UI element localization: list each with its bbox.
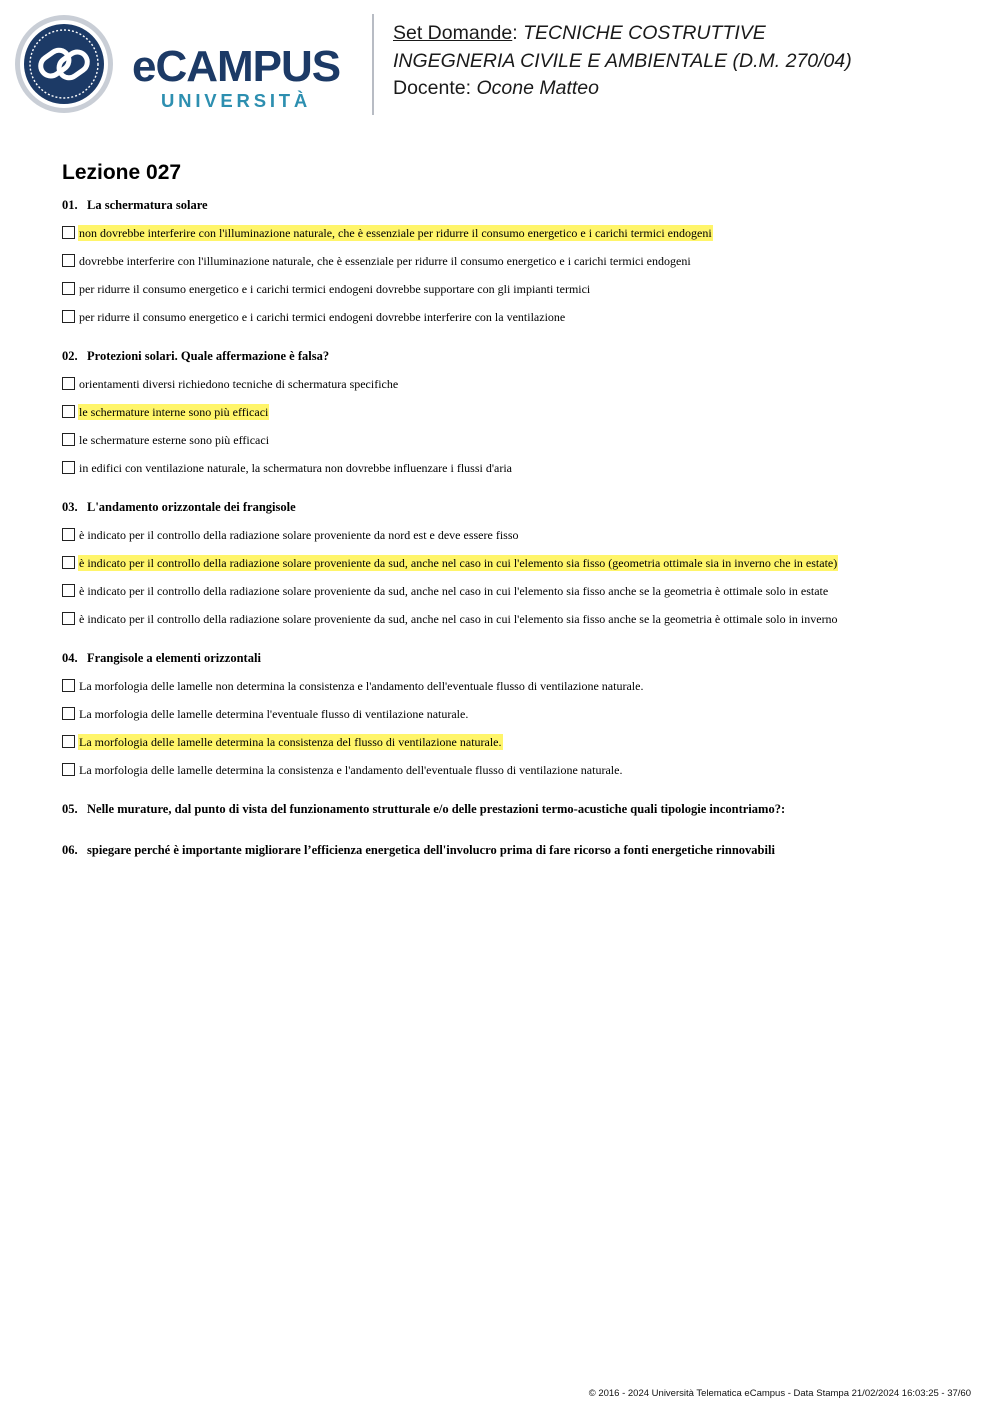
option-text: La morfologia delle lamelle determina la consistenza del flusso di ventilazione naturale. — [79, 734, 502, 749]
option-text: è indicato per il controllo della radiazione solare proveniente da sud, anche nel caso in cui l'elemento sia fisso anche se la geometria è ottimale solo in estate — [79, 583, 829, 598]
ecampus-logo — [14, 14, 359, 118]
answer-checkbox[interactable] — [62, 377, 75, 390]
answer-checkbox[interactable] — [62, 405, 75, 418]
option — [62, 431, 982, 448]
question-title — [62, 842, 982, 858]
header-set-line: Set Domande: TECNICHE COSTRUTTIVE — [393, 22, 766, 44]
option-text: in edifici con ventilazione naturale, la schermatura non dovrebbe influenzare i flussi d'aria — [79, 460, 512, 475]
set-label: Set Domande — [393, 22, 513, 44]
option-text: è indicato per il controllo della radiazione solare proveniente da nord est e deve essere fisso — [79, 527, 519, 542]
question-title — [62, 348, 982, 364]
question-number: 04. — [62, 651, 78, 665]
question-text: Frangisole a elementi orizzontali — [87, 651, 261, 665]
question-06 — [62, 842, 982, 869]
option-text: orientamenti diversi richiedono tecniche di schermatura specifiche — [79, 376, 399, 391]
answer-checkbox[interactable] — [62, 763, 75, 776]
question-05 — [62, 801, 982, 828]
answer-checkbox[interactable] — [62, 282, 75, 295]
option — [62, 280, 982, 297]
option-text: non dovrebbe interferire con l'illuminazione naturale, che è essenziale per ridurre il consumo energetico e i carichi termici endogeni — [79, 225, 712, 240]
option — [62, 582, 982, 599]
option — [62, 610, 982, 627]
header-set-line-2 — [393, 48, 983, 76]
option — [62, 252, 982, 269]
option — [62, 554, 982, 571]
answer-checkbox[interactable] — [62, 556, 75, 569]
answer-checkbox[interactable] — [62, 310, 75, 323]
ecampus-seal-icon — [15, 15, 113, 113]
header-teacher-line — [393, 75, 983, 103]
set-value-line-2: INGEGNERIA CIVILE E AMBIENTALE (D.M. 270/04) — [393, 49, 852, 72]
option — [62, 705, 982, 722]
question-number: 06. — [62, 843, 78, 857]
lesson-title: Lezione 027 — [62, 161, 182, 184]
answer-checkbox[interactable] — [62, 584, 75, 597]
answer-checkbox[interactable] — [62, 433, 75, 446]
question-text: Nelle murature, dal punto di vista del funzionamento strutturale e/o delle prestazioni termo-acustiche quali tipologie incontriamo?: — [87, 802, 786, 816]
option-text: per ridurre il consumo energetico e i carichi termici endogeni dovrebbe interferire con la ventilazione — [79, 309, 566, 324]
option — [62, 403, 982, 420]
logo-wordmark: eCAMPUS — [132, 42, 341, 91]
answer-checkbox[interactable] — [62, 707, 75, 720]
question-number: 05. — [62, 802, 78, 816]
option — [62, 308, 982, 325]
answer-checkbox[interactable] — [62, 226, 75, 239]
option-text: per ridurre il consumo energetico e i carichi termici endogeni dovrebbe supportare con gli impianti termici — [79, 281, 591, 296]
option — [62, 677, 982, 694]
option — [62, 761, 982, 778]
question-number: 03. — [62, 500, 78, 514]
question-title — [62, 197, 982, 213]
option-text: La morfologia delle lamelle determina la consistenza e l'andamento dell'eventuale flusso di ventilazione naturale. — [79, 762, 623, 777]
option-text: La morfologia delle lamelle determina l'eventuale flusso di ventilazione naturale. — [79, 706, 469, 721]
question-number: 01. — [62, 198, 78, 212]
answer-checkbox[interactable] — [62, 679, 75, 692]
option-text: le schermature esterne sono più efficaci — [79, 432, 270, 447]
answer-checkbox[interactable] — [62, 461, 75, 474]
option-text: è indicato per il controllo della radiazione solare proveniente da sud, anche nel caso in cui l'elemento sia fisso (geometria ottimale sia in inverno che in estate) — [79, 555, 838, 570]
option — [62, 733, 982, 750]
option — [62, 526, 982, 543]
answer-checkbox[interactable] — [62, 735, 75, 748]
question-01 — [62, 197, 982, 336]
answer-checkbox[interactable] — [62, 612, 75, 625]
question-number: 02. — [62, 349, 78, 363]
question-03 — [62, 499, 982, 638]
set-value-line-1: TECNICHE COSTRUTTIVE — [523, 22, 766, 44]
question-title — [62, 650, 982, 666]
option — [62, 459, 982, 476]
option — [62, 224, 982, 241]
question-text: L'andamento orizzontale dei frangisole — [87, 500, 296, 514]
question-text: spiegare perché è importante migliorare l’efficienza energetica dell'involucro prima di fare ricorso a fonti energetiche rinnovabili — [87, 843, 775, 857]
teacher-name: Ocone Matteo — [476, 77, 599, 99]
header-divider — [372, 14, 374, 115]
option — [62, 375, 982, 392]
question-text: Protezioni solari. Quale affermazione è falsa? — [87, 349, 330, 363]
option-text: le schermature interne sono più efficaci — [79, 404, 269, 419]
question-text: La schermatura solare — [87, 198, 208, 212]
question-04 — [62, 650, 982, 789]
option-text: dovrebbe interferire con l'illuminazione naturale, che è essenziale per ridurre il consumo energetico e i carichi termici endogeni — [79, 253, 691, 268]
option-text: è indicato per il controllo della radiazione solare proveniente da sud, anche nel caso in cui l'elemento sia fisso anche se la geometria è ottimale solo in inverno — [79, 611, 838, 626]
question-title — [62, 801, 982, 817]
header-info — [393, 20, 983, 103]
question-02 — [62, 348, 982, 487]
answer-checkbox[interactable] — [62, 254, 75, 267]
page-footer: © 2016 - 2024 Università Telematica eCampus - Data Stampa 21/02/2024 16:03:25 - 37/60 — [588, 1388, 971, 1399]
logo-subtitle: UNIVERSITÀ — [161, 90, 312, 111]
answer-checkbox[interactable] — [62, 528, 75, 541]
teacher-label: Docente: — [393, 77, 472, 99]
question-title — [62, 499, 982, 515]
option-text: La morfologia delle lamelle non determina la consistenza e l'andamento dell'eventuale flusso di ventilazione naturale. — [79, 678, 644, 693]
